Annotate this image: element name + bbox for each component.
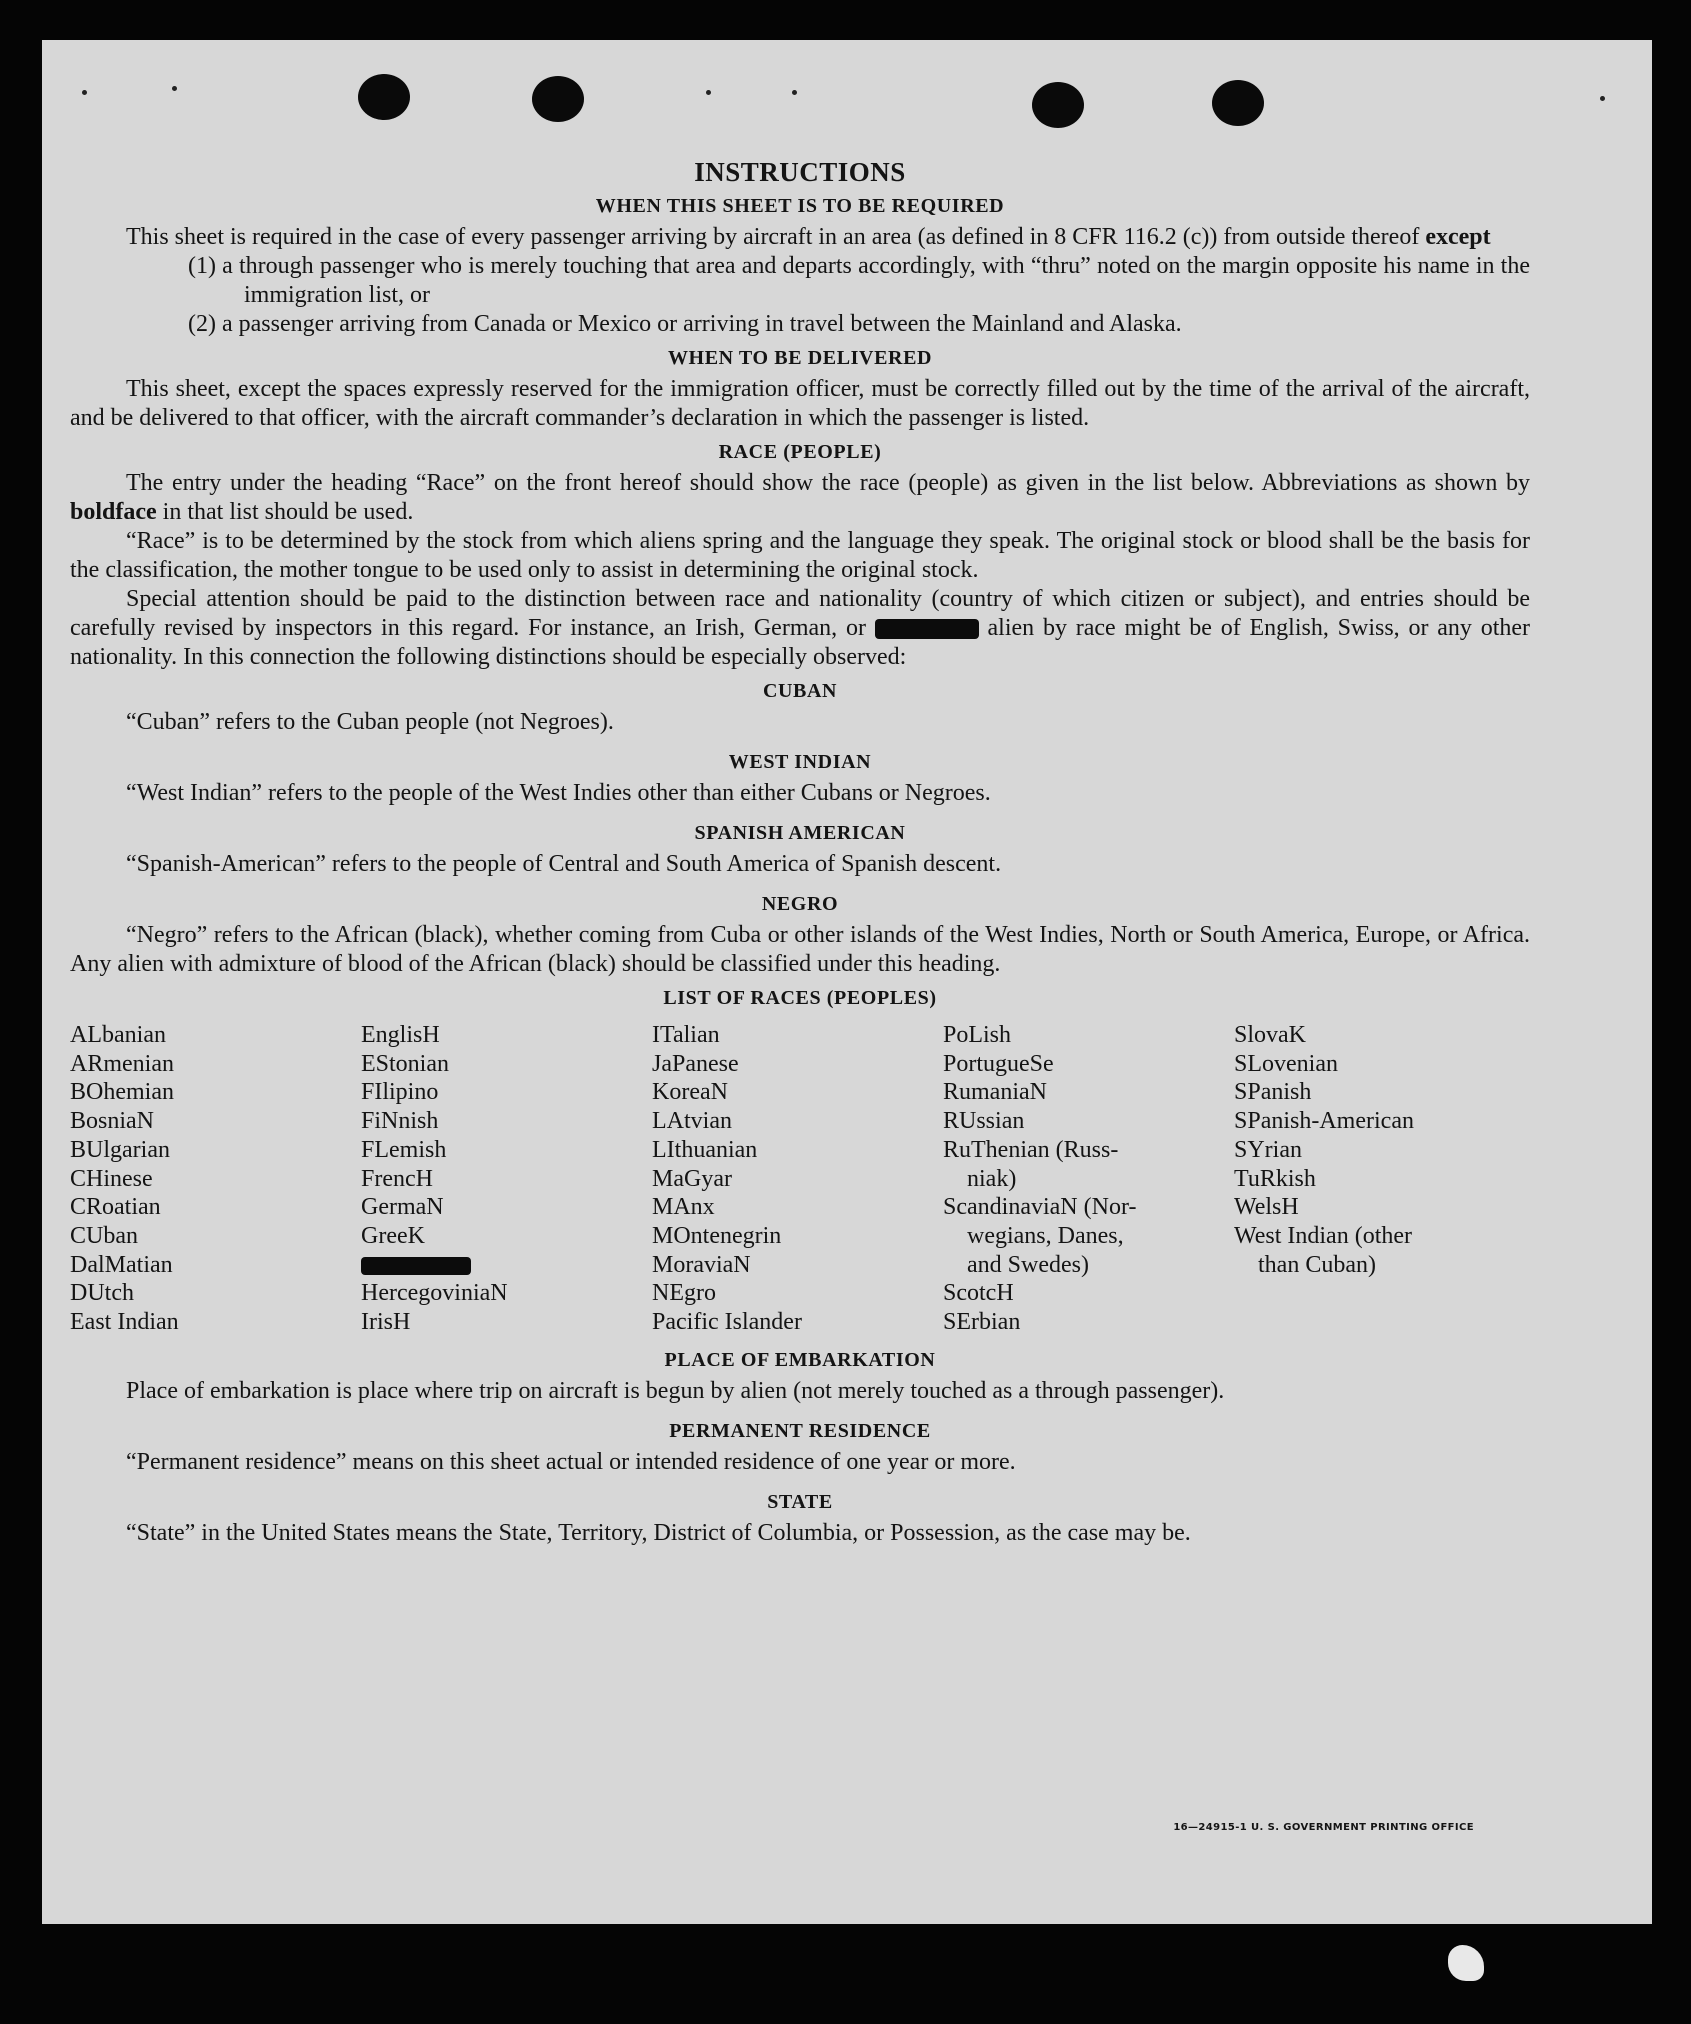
race-entry: West Indian (other	[1234, 1222, 1413, 1249]
section-heading: SPANISH AMERICAN	[694, 822, 906, 844]
race-entry: ARmenian	[70, 1050, 174, 1077]
paragraph: “State” in the United States means the State, Territory, District of Columbia, or Possession, as the case may be.	[126, 1519, 1191, 1546]
race-entry: PoLish	[943, 1022, 1012, 1048]
race-entry	[361, 1251, 652, 1280]
paragraph: The entry under the heading “Race” on the front hereof should show the race (people) as given in the list below. Abbreviations as shown by boldface in that list should be used.	[70, 470, 1530, 525]
paragraph: “West Indian” refers to the people of the West Indies other than either Cubans or Negroes.	[126, 780, 991, 806]
race-entry: EnglisH	[361, 1022, 440, 1048]
race-entry: FiNnish	[361, 1108, 439, 1135]
section-heading: NEGRO	[761, 893, 839, 915]
race-entry: DalMatian	[70, 1251, 173, 1278]
race-entry: CHinese	[70, 1165, 153, 1192]
printer-imprint: 16—24915-1 U. S. GOVERNMENT PRINTING OFFICE	[1173, 1822, 1474, 1833]
race-entry: BOhemian	[70, 1079, 174, 1106]
race-entry: ITalian	[652, 1022, 720, 1048]
race-column	[361, 1021, 652, 1337]
paragraph: “Permanent residence” means on this sheet actual or intended residence of one year or more.	[126, 1448, 1016, 1475]
section-heading: STATE	[767, 1490, 833, 1513]
race-entry: SPanish	[1234, 1079, 1312, 1106]
section-heading: LIST OF RACES (PEOPLES)	[663, 987, 937, 1009]
section-heading: RACE (PEOPLE)	[718, 441, 882, 463]
section-heading: WEST INDIAN	[728, 751, 872, 773]
race-entry: BosniaN	[70, 1108, 154, 1135]
race-column	[70, 1021, 361, 1337]
punch-hole	[358, 74, 410, 120]
race-entry: SLovenian	[1234, 1050, 1338, 1077]
section-heading: PLACE OF EMBARKATION	[664, 1348, 936, 1371]
speck	[792, 90, 797, 95]
redaction-mark	[875, 619, 979, 639]
redaction-mark	[361, 1257, 471, 1275]
race-entry: CUban	[70, 1222, 138, 1249]
section-heading: WHEN THIS SHEET IS TO BE REQUIRED	[595, 195, 1005, 217]
race-column	[1234, 1021, 1530, 1337]
paragraph: “Cuban” refers to the Cuban people (not Negroes).	[126, 709, 614, 735]
race-entry: DUtch	[70, 1280, 134, 1307]
speck	[82, 90, 87, 95]
race-entry: KoreaN	[652, 1079, 728, 1106]
race-column	[652, 1021, 943, 1337]
race-entry: MAnx	[652, 1194, 715, 1221]
race-entry: RuThenian (Russ-	[943, 1136, 1119, 1163]
race-entry: niak)	[967, 1165, 1017, 1192]
race-entry: wegians, Danes,	[967, 1222, 1124, 1249]
race-entry: MOntenegrin	[652, 1222, 782, 1249]
paragraph: Special attention should be paid to the distinction between race and nationality (country of which citizen or subject), and entries should be carefully revised by inspectors in this regard. For instance, an Irish, German, or alien by race might be of English, Swiss, or any other nationality. In this connection the following distinctions should be especially observed:	[70, 586, 1531, 670]
page-title: INSTRUCTIONS	[694, 157, 906, 187]
instructions-body	[70, 158, 1530, 1548]
punch-hole	[1212, 80, 1264, 126]
race-entry: LAtvian	[652, 1108, 732, 1135]
paragraph: “Negro” refers to the African (black), whether coming from Cuba or other islands of the West Indies, North or South America, Europe, or Africa. Any alien with admixture of blood of the African (black) should be classified under this heading.	[70, 922, 1530, 977]
race-entry: MaGyar	[652, 1165, 732, 1192]
document-page	[42, 40, 1652, 1924]
race-column	[943, 1021, 1234, 1337]
race-entry: SPanish-American	[1234, 1108, 1414, 1135]
race-entry	[1234, 1279, 1530, 1308]
race-entry: ScandinaviaN (Nor-	[943, 1194, 1137, 1221]
race-entry: GermaN	[361, 1194, 444, 1221]
race-entry: GreeK	[361, 1222, 425, 1249]
section-heading: WHEN TO BE DELIVERED	[667, 347, 933, 369]
race-entry: MoraviaN	[652, 1251, 751, 1278]
punch-hole	[1032, 82, 1084, 128]
race-entry: RumaniaN	[943, 1079, 1047, 1106]
race-entry: TuRkish	[1234, 1165, 1316, 1192]
race-entry: ScotcH	[943, 1280, 1014, 1307]
race-entry: EStonian	[361, 1050, 449, 1077]
race-entry	[1234, 1308, 1530, 1337]
race-entry: FrencH	[361, 1165, 433, 1192]
section-heading: CUBAN	[762, 680, 838, 702]
race-entry: SlovaK	[1234, 1022, 1306, 1048]
speck	[172, 86, 177, 91]
speck	[1600, 96, 1605, 101]
race-entry: SErbian	[943, 1309, 1021, 1336]
speck	[706, 90, 711, 95]
race-entry: IrisH	[361, 1309, 411, 1336]
paper-scrap	[1448, 1945, 1484, 1981]
race-entry: WelsH	[1234, 1194, 1299, 1221]
punch-hole	[532, 76, 584, 122]
race-entry: and Swedes)	[967, 1251, 1089, 1278]
race-entry: FLemish	[361, 1136, 447, 1163]
paragraph: This sheet is required in the case of every passenger arriving by aircraft in an area (as defined in 8 CFR 116.2 (c)) from outside thereof except	[126, 224, 1491, 250]
race-entry: than Cuban)	[1258, 1251, 1376, 1278]
paragraph: Place of embarkation is place where trip on aircraft is begun by alien (not merely touched as a through passenger).	[126, 1377, 1225, 1404]
race-entry: ALbanian	[70, 1022, 166, 1048]
race-entry: Pacific Islander	[652, 1309, 802, 1336]
paragraph: This sheet, except the spaces expressly reserved for the immigration officer, must be correctly filled out by the time of the arrival of the aircraft, and be delivered to that officer, with the aircraft commander’s declaration in which the passenger is listed.	[70, 376, 1530, 431]
paragraph: “Spanish-American” refers to the people of Central and South America of Spanish descent.	[126, 851, 1002, 877]
list-item: (1) a through passenger who is merely touching that area and departs accordingly, with “thru” noted on the margin opposite his name in the immigration list, or	[188, 253, 1530, 308]
race-entry: JaPanese	[652, 1050, 739, 1077]
race-entry: BUlgarian	[70, 1136, 170, 1163]
race-entry: PortugueSe	[943, 1050, 1054, 1077]
list-item: (2) a passenger arriving from Canada or Mexico or arriving in travel between the Mainland and Alaska.	[188, 311, 1182, 337]
race-entry: NEgro	[652, 1280, 716, 1307]
race-entry: HercegoviniaN	[361, 1280, 508, 1307]
paragraph: “Race” is to be determined by the stock from which aliens spring and the language they speak. The original stock or blood shall be the basis for the classification, the mother tongue to be used only to assist in determining the original stock.	[70, 528, 1530, 583]
section-heading: PERMANENT RESIDENCE	[669, 1419, 931, 1442]
race-entry: FIlipino	[361, 1079, 439, 1106]
race-entry: SYrian	[1234, 1136, 1302, 1163]
race-entry: RUssian	[943, 1108, 1025, 1135]
race-entry: CRoatian	[70, 1194, 161, 1221]
race-entry: LIthuanian	[652, 1136, 758, 1163]
race-entry: East Indian	[70, 1309, 179, 1336]
race-list	[70, 1021, 1530, 1337]
